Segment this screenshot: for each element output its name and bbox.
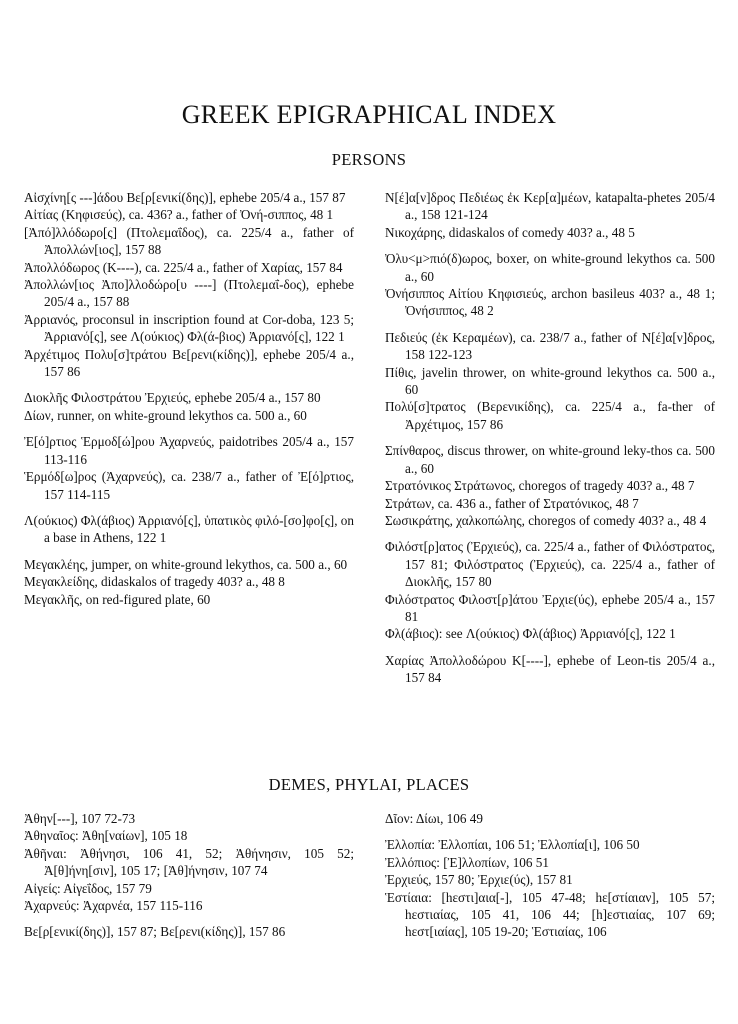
index-entry: Δῖον: Δίωι, 106 49 [385,811,483,826]
index-entry: [Ἀπό]λλόδωρο[ς] (Πτολεμαΐδος), ca. 225/4 a., father of Ἀπολλών[ιος], 157 88 [24,224,354,258]
index-entry: Χαρίας Ἀπολλοδώρου Κ[----], ephebe of Leon-tis 205/4 a., 157 84 [385,652,715,686]
index-entry: Λ(ούκιος) Φλ(άβιος) Ἀρριανό[ς], ὑπατικὸς φιλό-[σο]φο[ς], on a base in Athens, 122 1 [24,512,354,546]
persons-column-right [385,189,715,687]
index-entry: Ἀθην[---], 107 72-73 [24,811,136,826]
places-column-left [24,810,354,941]
index-entry: Ἐλλοπία: Ἐλλοπίαι, 106 51; Ἐλλοπία[ι], 106 50 [385,837,640,853]
index-entry: N[έ]α[ν]δρος Πεδιέως ἐκ Κερ[α]μέων, katapalta-phetes 205/4 a., 158 121-124 [385,190,715,223]
index-entry: Ἑρμόδ[ω]ρος (Ἀχαρνεύς), ca. 238/7 a., father of Ἐ[ό]ρτιος, 157 114-115 [24,469,354,502]
index-entry: Διοκλῆς Φιλοστράτου Ἐρχιεύς, ephebe 205/4 a., 157 80 [24,390,321,406]
index-entry: Φιλόστ[ρ]ατος (Ἐρχιεύς), ca. 225/4 a., father of Φιλόστρατος, 157 81; Φιλόστρατος (Ἐρχιεύς), ca. 225/4 a., father of Διοκλῆς, 157 80 [385,539,715,590]
index-entry: Στρατόνικος Στράτωνος, choregos of tragedy 403? a., 48 7 [385,478,695,494]
index-entry: Μεγακλέης, jumper, on white-ground lekythos, ca. 500 a., 60 [24,556,348,572]
index-entry: Ἀπολλόδωρος (Κ----), ca. 225/4 a., father of Χαρίας, 157 84 [24,259,343,275]
index-entry: Αἰσχίνη[ς ---]άδου Βε[ρ[ενικί(δης)], ephebe 205/4 a., 157 87 [24,190,346,205]
index-entry: Ἀπολλών[ιος Ἀπο]λλοδώρο[υ ----] (Πτολεμαΐ-δος), ephebe 205/4 a., 157 88 [24,277,354,310]
index-entry: Ἀθῆναι: Ἀθήνησι, 106 41, 52; Ἀθήνησιν, 105 52; Ἀ[θ]ήνη[σιν], 105 17; [Ἀθ]ήνησιν, 107 74 [24,845,354,879]
index-entry: Δίων, runner, on white-ground lekythos ca. 500 a., 60 [24,407,307,423]
index-entry: Πίθις, javelin thrower, on white-ground lekythos ca. 500 a., 60 [385,364,715,398]
index-entry: Αἰτίας (Κηφισεύς), ca. 436? a., father of Ὀνή-σιππος, 48 1 [24,207,334,223]
index-entry: Βε[ρ[ενικί(δης)], 157 87; Βε[ρενι(κίδης)], 157 86 [24,924,286,940]
index-entry: Ἀρχέτιμος Πολυ[σ]τράτου Βε[ρενι(κίδης)], ephebe 205/4 a., 157 86 [24,346,354,380]
index-entry: Ἐρχιεύς, 157 80; Ἐρχιε(ύς), 157 81 [385,872,573,888]
index-entry: Ἐλλόπιος: [Ἐ]λλοπίων, 106 51 [385,854,549,870]
index-entry: Ἑστίαια: [hεστι]αια[-], 105 47-48; hε[στίαιαν], 105 57; hεστιαίας, 105 41, 106 44; [h]εστιαίας, 107 69; hεστ[ιαίας], 105 19-20; Ἑστιαίας, 106 [385,889,715,940]
places-column-right [385,810,715,941]
page-title: GREEK EPIGRAPHICAL INDEX [181,100,557,129]
index-entry: Σπίνθαρος, discus thrower, on white-ground leky-thos ca. 500 a., 60 [385,443,715,476]
persons-column-left [24,189,354,608]
index-entry: Ἀθηναῖος: Ἀθη[ναίων], 105 18 [24,828,188,844]
index-entry: Σωσικράτης, χαλκοπώλης, choregos of comedy 403? a., 48 4 [385,512,707,528]
index-entry: Μεγακλῆς, on red-figured plate, 60 [24,591,211,607]
index-entry: Ἀρριανός, proconsul in inscription found at Cor-doba, 123 5; Ἀρριανό[ς], see Λ(ούκιος) Φλ(ά-βιος) Ἀρριανό[ς], 122 1 [24,311,354,345]
index-entry: Πολύ[σ]τρατος (Βερενικίδης), ca. 225/4 a., fa-ther of Ἀρχέτιμος, 157 86 [385,399,715,432]
index-entry: Ἐ[ό]ρτιος Ἑρμοδ[ώ]ρου Ἀχαρνεύς, paidotribes 205/4 a., 157 113-116 [24,434,354,467]
index-entry: Στράτων, ca. 436 a., father of Στρατόνικος, 48 7 [385,495,639,511]
section-heading-persons: PERSONS [331,150,407,169]
index-entry: Πεδιεύς (ἐκ Κεραμέων), ca. 238/7 a., father of N[έ]α[ν]δρος, 158 122-123 [385,329,715,363]
index-entry: Ἀχαρνεύς: Ἀχαρνέα, 157 115-116 [24,898,203,914]
index-entry: Αἰγείς: Αἰγεΐδος, 157 79 [24,880,152,896]
index-entry: Ὀνήσιππος Αἰτίου Κηφισιεύς, archon basileus 403? a., 48 1; Ὀνήσιππος, 48 2 [385,286,715,319]
index-entry: Ὀλυ<μ>πιό(δ)ωρος, boxer, on white-ground lekythos ca. 500 a., 60 [385,251,715,284]
section-heading-places: DEMES, PHYLAI, PLACES [268,775,470,794]
index-entry: Φλ(άβιος): see Λ(ούκιος) Φλ(άβιος) Ἀρριανό[ς], 122 1 [385,626,676,642]
index-entry: Μεγακλείδης, didaskalos of tragedy 403? a., 48 8 [24,574,285,590]
index-entry: Νικοχάρης, didaskalos of comedy 403? a., 48 5 [385,224,635,240]
index-entry: Φιλόστρατος Φιλοστ[ρ]άτου Ἐρχιε(ύς), ephebe 205/4 a., 157 81 [385,591,715,624]
